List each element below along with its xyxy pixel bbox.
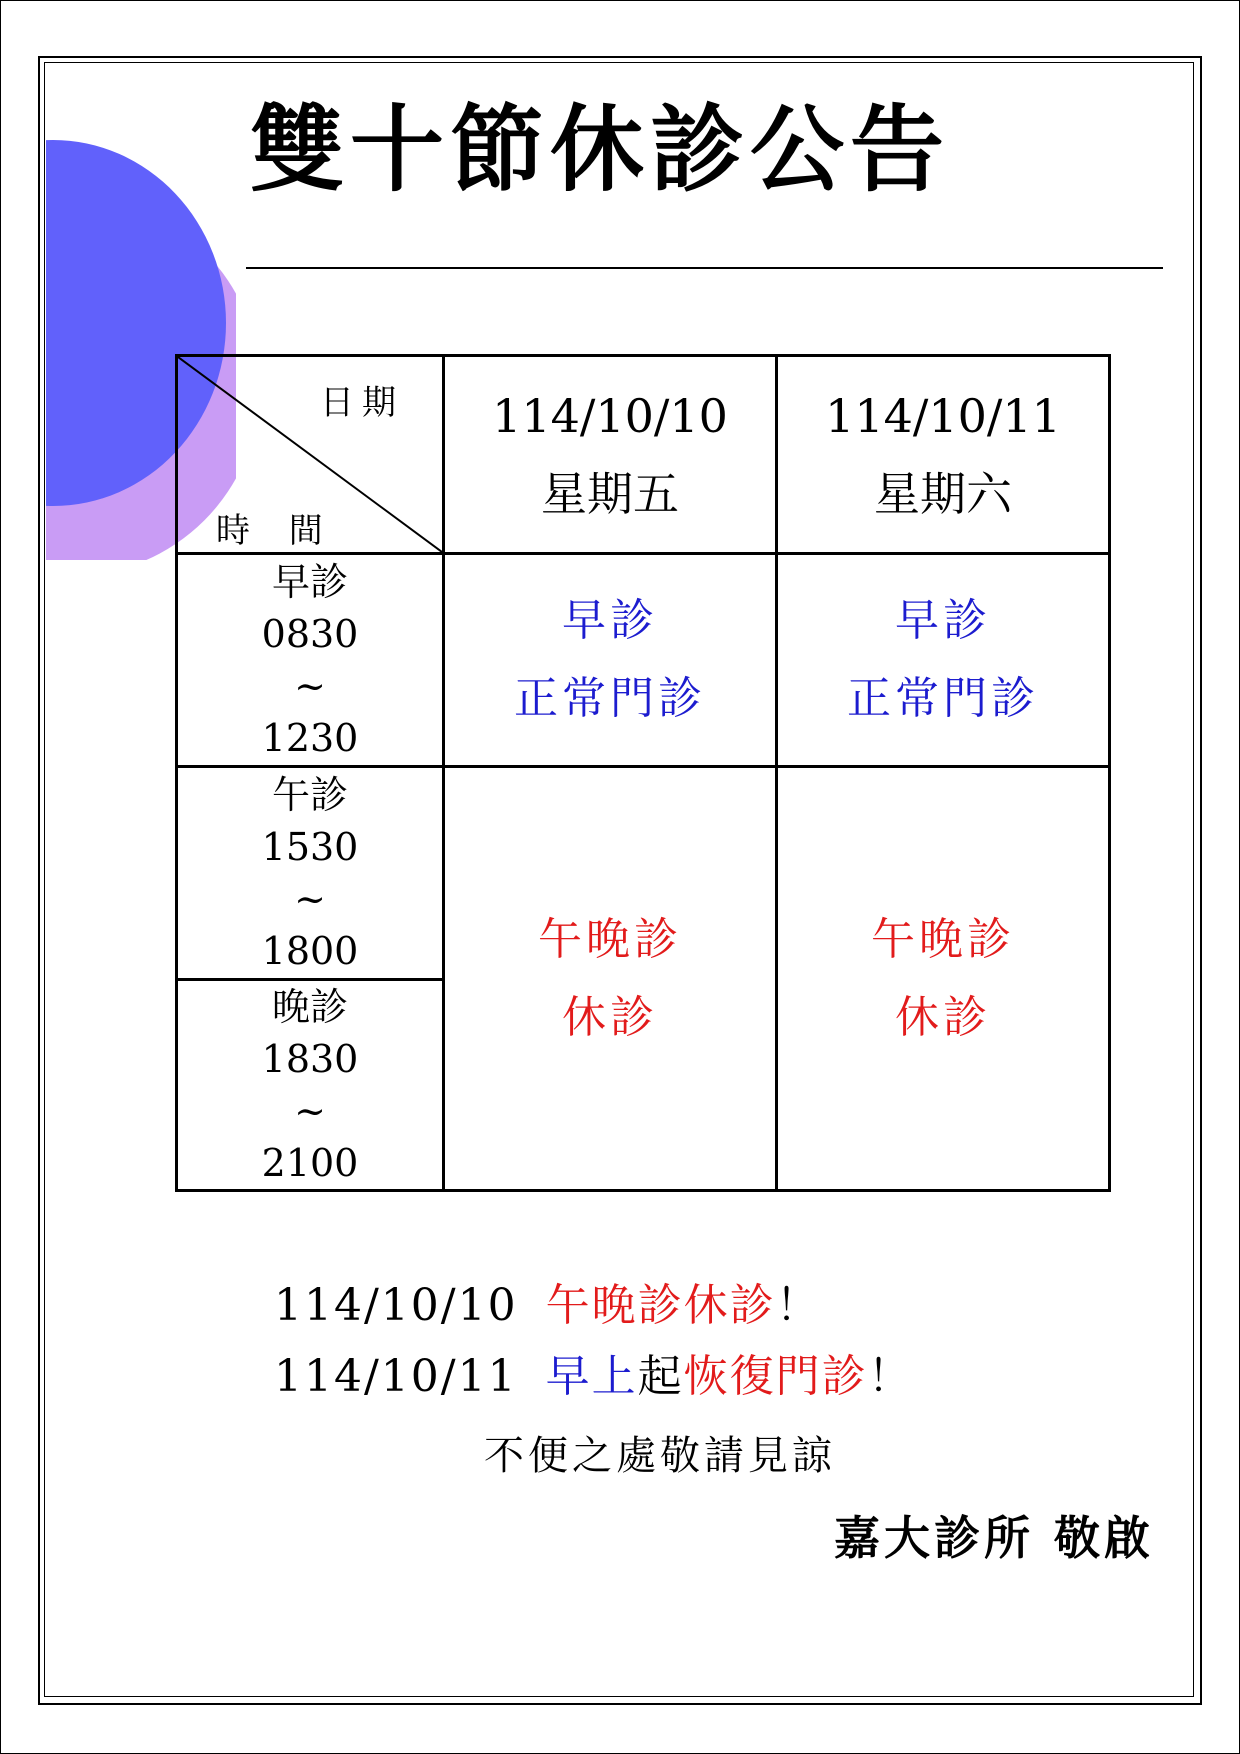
- cell-line: 午晚診: [538, 913, 682, 965]
- date-text: 114/10/10: [492, 388, 728, 443]
- cell-line: 早診: [895, 595, 991, 646]
- morning-cell-2: [777, 554, 1110, 767]
- date-header-2: [777, 356, 1110, 554]
- slot-name: 早診: [271, 560, 348, 604]
- notice-part-black: 起: [637, 1351, 684, 1402]
- date-text: 114/10/11: [825, 388, 1061, 443]
- slot-sep: ~: [294, 1089, 326, 1133]
- cell-line: 正常門診: [847, 673, 1039, 724]
- slot-end: 1230: [261, 716, 359, 760]
- signature: 嘉大診所 敬啟: [834, 1511, 1155, 1565]
- slot-afternoon: [177, 767, 444, 980]
- slot-sep: ~: [294, 877, 326, 921]
- page-title: 雙十節休診公告: [250, 96, 951, 205]
- notice-part-red: 恢復門診: [683, 1351, 868, 1402]
- date-header-1: [444, 356, 777, 554]
- cell-line: 正常門診: [514, 673, 706, 724]
- afternoon-row: [177, 767, 1110, 980]
- cell-line: 早診: [562, 595, 658, 646]
- weekday-text: 星期五: [541, 466, 679, 521]
- corner-header-cell: [177, 356, 444, 554]
- slot-end: 1800: [261, 929, 359, 973]
- weekday-text: 星期六: [874, 466, 1012, 521]
- cell-line: 休診: [895, 991, 991, 1043]
- slot-name: 午診: [271, 773, 348, 817]
- closed-cell-1: [444, 767, 777, 1191]
- slot-start: 1530: [261, 825, 359, 869]
- notice-message: 午晚診休診: [545, 1280, 776, 1331]
- slot-sep: ~: [294, 664, 326, 708]
- notice-end: ！: [867, 1351, 914, 1402]
- slot-start: 0830: [261, 612, 359, 656]
- notice-line-2: [274, 1351, 914, 1402]
- title-underline: [246, 267, 1163, 269]
- notice-part-blue: 早上: [545, 1351, 638, 1402]
- notice-end: ！: [775, 1280, 822, 1331]
- closed-cell-2: [777, 767, 1110, 1191]
- notice-line-1: [274, 1280, 822, 1331]
- corner-time-label: 時 間: [216, 511, 337, 551]
- slot-morning: [177, 554, 444, 767]
- slot-name: 晚診: [271, 985, 348, 1029]
- morning-cell-1: [444, 554, 777, 767]
- notice-date: 114/10/10: [274, 1280, 518, 1331]
- morning-row: [177, 554, 1110, 767]
- apology-text: 不便之處敬請見諒: [484, 1433, 836, 1479]
- slot-start: 1830: [261, 1037, 359, 1081]
- slot-end: 2100: [261, 1141, 359, 1185]
- cell-line: 午晚診: [871, 913, 1015, 965]
- header-row: [177, 356, 1110, 554]
- schedule-table: [175, 354, 1111, 1192]
- corner-date-label: 日期: [320, 383, 404, 423]
- slot-evening: [177, 980, 444, 1191]
- cell-line: 休診: [562, 991, 658, 1043]
- notice-date: 114/10/11: [274, 1351, 518, 1402]
